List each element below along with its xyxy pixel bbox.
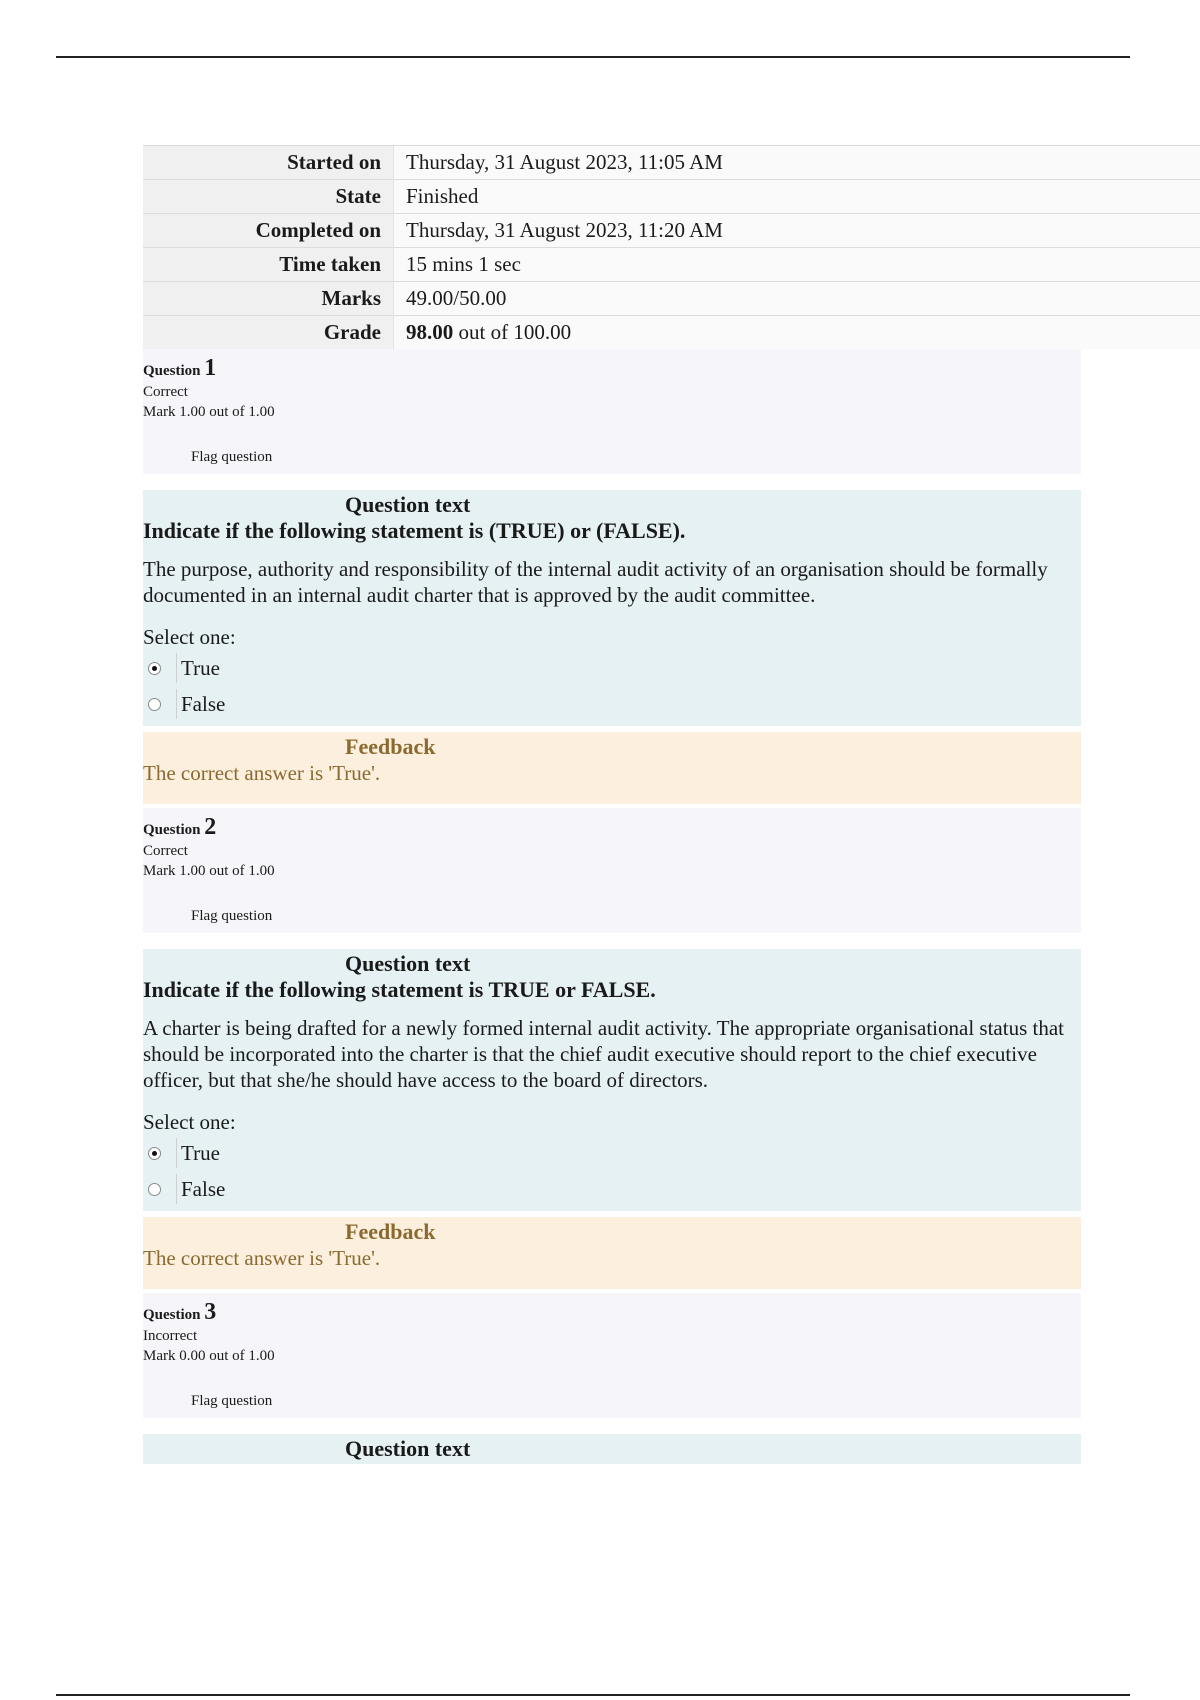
summary-value: Finished (394, 180, 1200, 214)
question-info (143, 808, 1081, 933)
top-rule (56, 56, 1130, 58)
summary-row-time-taken (143, 248, 1200, 282)
radio-selected-icon[interactable] (148, 662, 161, 675)
summary-value (394, 316, 1200, 350)
question-statement: The purpose, authority and responsibility of the internal audit activity of an organisation should be formally documented in an internal audit charter that is approved by the audit committee. (143, 557, 1048, 607)
summary-value: 49.00/50.00 (394, 282, 1200, 316)
feedback-block (143, 732, 1081, 804)
question-info (143, 349, 1081, 474)
option-divider (176, 653, 177, 683)
question-info (143, 1293, 1081, 1418)
question-text-header: Question text (345, 951, 471, 976)
answer-option-false[interactable] (143, 1171, 1081, 1207)
question-word: Question (143, 363, 201, 379)
question-number-value: 3 (204, 1299, 217, 1325)
radio-unselected-icon[interactable] (148, 1183, 161, 1196)
summary-row-state (143, 180, 1200, 214)
radio-unselected-icon[interactable] (148, 698, 161, 711)
summary-value: Thursday, 31 August 2023, 11:05 AM (394, 146, 1200, 180)
flag-question-link[interactable]: Flag question (191, 908, 273, 924)
question-number (143, 814, 1081, 841)
question-word: Question (143, 1307, 201, 1323)
summary-row-grade (143, 316, 1200, 350)
question-state: Incorrect (143, 1328, 198, 1344)
question-text-header: Question text (345, 492, 471, 517)
summary-label: Completed on (143, 214, 394, 248)
select-one-prompt: Select one: (143, 1110, 236, 1134)
question-mark: Mark 1.00 out of 1.00 (143, 863, 275, 879)
summary-row-started (143, 146, 1200, 180)
feedback-answer: The correct answer is 'True'. (143, 761, 381, 785)
question-number-value: 2 (204, 814, 217, 840)
question-state: Correct (143, 384, 188, 400)
summary-label: Time taken (143, 248, 394, 282)
question-lead: Indicate if the following statement is TRUE or FALSE. (143, 977, 656, 1002)
question-number-value: 1 (204, 355, 217, 381)
question-mark: Mark 0.00 out of 1.00 (143, 1348, 275, 1364)
summary-label: State (143, 180, 394, 214)
question-mark: Mark 1.00 out of 1.00 (143, 404, 275, 420)
answer-option-true[interactable] (143, 1135, 1081, 1171)
question-number (143, 355, 1081, 382)
option-divider (176, 1138, 177, 1168)
grade-value: 98.00 (406, 320, 454, 344)
quiz-review (143, 145, 1200, 1464)
question-formulation (143, 949, 1081, 1211)
attempt-summary-table (143, 145, 1200, 349)
summary-value: 15 mins 1 sec (394, 248, 1200, 282)
question-number (143, 1299, 1081, 1326)
summary-label: Started on (143, 146, 394, 180)
answer-option-label: True (181, 655, 220, 680)
feedback-header: Feedback (345, 734, 436, 759)
summary-label: Marks (143, 282, 394, 316)
question-statement: A charter is being drafted for a newly formed internal audit activity. The appropriate organisational status that should be incorporated into the charter is that the chief audit executive should report to the chief executive officer, but that she/he should have access to the board of directors. (143, 1016, 1064, 1092)
summary-row-marks (143, 282, 1200, 316)
summary-row-completed (143, 214, 1200, 248)
question-lead: Indicate if the following statement is (TRUE) or (FALSE). (143, 518, 686, 543)
question-state: Correct (143, 843, 188, 859)
feedback-header: Feedback (345, 1219, 436, 1244)
flag-question-link[interactable]: Flag question (191, 1393, 273, 1409)
summary-label: Grade (143, 316, 394, 350)
feedback-answer: The correct answer is 'True'. (143, 1246, 381, 1270)
bottom-rule (56, 1694, 1130, 1696)
answer-option-false[interactable] (143, 686, 1081, 722)
grade-out-of: out of 100.00 (453, 320, 572, 344)
question-formulation (143, 1434, 1081, 1464)
question-word: Question (143, 822, 201, 838)
feedback-block (143, 1217, 1081, 1289)
flag-question-link[interactable]: Flag question (191, 449, 273, 465)
option-divider (176, 1174, 177, 1204)
select-one-prompt: Select one: (143, 625, 236, 649)
radio-selected-icon[interactable] (148, 1147, 161, 1160)
option-divider (176, 689, 177, 719)
answer-option-label: False (181, 1176, 226, 1201)
summary-value: Thursday, 31 August 2023, 11:20 AM (394, 214, 1200, 248)
answer-option-true[interactable] (143, 650, 1081, 686)
question-formulation (143, 490, 1081, 726)
question-text-header: Question text (345, 1436, 471, 1461)
answer-option-label: False (181, 691, 226, 716)
answer-option-label: True (181, 1140, 220, 1165)
